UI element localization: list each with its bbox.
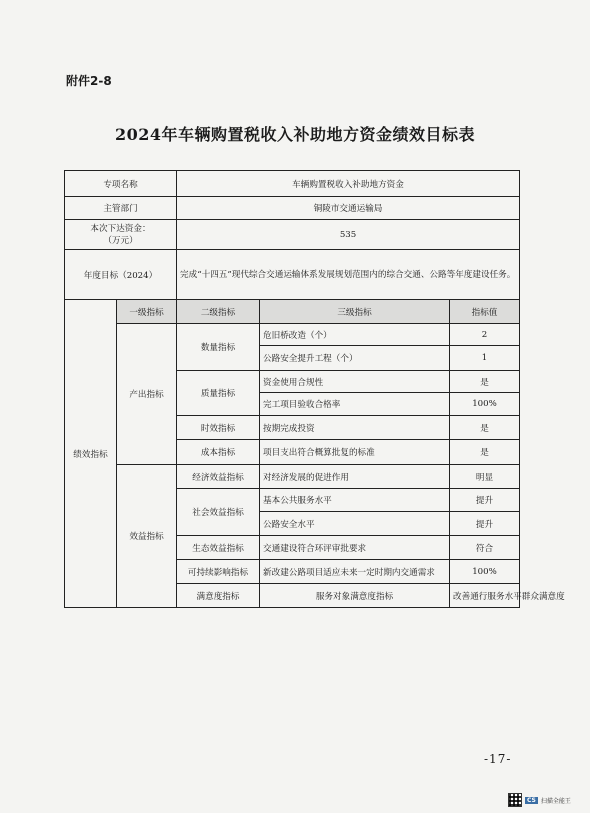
sub-service: 服务对象满意度指标 (260, 584, 450, 608)
header-value: 指标值 (450, 300, 520, 324)
indicator-cell: 交通建设符合环评审批要求 (260, 536, 450, 560)
fund-label (65, 220, 177, 250)
indicator-cell: 公路安全水平 (260, 512, 450, 536)
sub-ecological: 生态效益指标 (177, 536, 260, 560)
page-number: -17- (484, 752, 512, 766)
header-level2: 二级指标 (177, 300, 260, 324)
section-performance-indicators: 绩效指标 (65, 300, 117, 608)
row-annual-goal (65, 250, 520, 300)
value-cell: 是 (450, 440, 520, 465)
value-cell: 明显 (450, 465, 520, 489)
value-cell: 提升 (450, 489, 520, 512)
indicator-cell: 改善通行服务水平群众满意度 (450, 584, 520, 608)
row-department (65, 197, 520, 220)
page-title: 2024年车辆购置税收入补助地方资金绩效目标表 (114, 125, 476, 144)
value-cell: 100% (450, 393, 520, 416)
value-cell: 2 (450, 324, 520, 346)
value-cell: 100% (450, 560, 520, 584)
indicator-cell: 完工项目验收合格率 (260, 393, 450, 416)
sub-economic: 经济效益指标 (177, 465, 260, 489)
group-output: 产出指标 (117, 324, 177, 465)
sub-cost: 成本指标 (177, 440, 260, 465)
value-cell: 提升 (450, 512, 520, 536)
table-row (65, 465, 520, 489)
fund-label-line-2: （万元） (103, 235, 138, 246)
group-satisfaction: 满意度指标 (177, 584, 260, 608)
fund-label-line-1: 本次下达资金： (90, 223, 151, 234)
indicator-cell: 对经济发展的促进作用 (260, 465, 450, 489)
table-row (65, 324, 520, 346)
indicator-cell: 新改建公路项目适应未来一定时期内交通需求 (260, 560, 450, 584)
scanner-watermark (508, 793, 584, 807)
value-cell: 是 (450, 416, 520, 440)
header-level3: 三级指标 (260, 300, 450, 324)
group-benefit: 效益指标 (117, 465, 177, 608)
value-cell: 1 (450, 346, 520, 371)
row-project-name (65, 171, 520, 197)
indicator-cell: 公路安全提升工程（个） (260, 346, 450, 371)
performance-target-table (64, 170, 565, 608)
indicator-cell: 项目支出符合概算批复的标准 (260, 440, 450, 465)
project-name-value: 车辆购置税收入补助地方资金 (177, 171, 520, 197)
row-fund (65, 220, 520, 250)
annual-goal-label: 年度目标（2024） (65, 250, 177, 300)
attachment-label: 附件2-8 (66, 74, 112, 88)
indicator-cell: 资金使用合规性 (260, 371, 450, 393)
department-label: 主管部门 (65, 197, 177, 220)
qr-code-icon (508, 793, 522, 807)
sub-quality: 质量指标 (177, 371, 260, 416)
value-cell: 符合 (450, 536, 520, 560)
value-cell: 是 (450, 371, 520, 393)
row-indicator-header (65, 300, 520, 324)
header-level1: 一级指标 (117, 300, 177, 324)
department-value: 铜陵市交通运输局 (177, 197, 520, 220)
annual-goal-value: 完成“十四五”现代综合交通运输体系发展规划范围内的综合交通、公路等年度建设任务。 (177, 250, 520, 300)
fund-value: 535 (177, 220, 520, 250)
sub-social: 社会效益指标 (177, 489, 260, 536)
sub-quantity: 数量指标 (177, 324, 260, 371)
scanner-label: 扫描全能王 (540, 797, 571, 805)
indicator-cell: 危旧桥改造（个） (260, 324, 450, 346)
sub-timeliness: 时效指标 (177, 416, 260, 440)
indicator-cell: 基本公共服务水平 (260, 489, 450, 512)
camscanner-logo-icon: CS (527, 796, 536, 804)
sub-sustainable: 可持续影响指标 (177, 560, 260, 584)
project-name-label: 专项名称 (65, 171, 177, 197)
indicator-cell: 按期完成投资 (260, 416, 450, 440)
